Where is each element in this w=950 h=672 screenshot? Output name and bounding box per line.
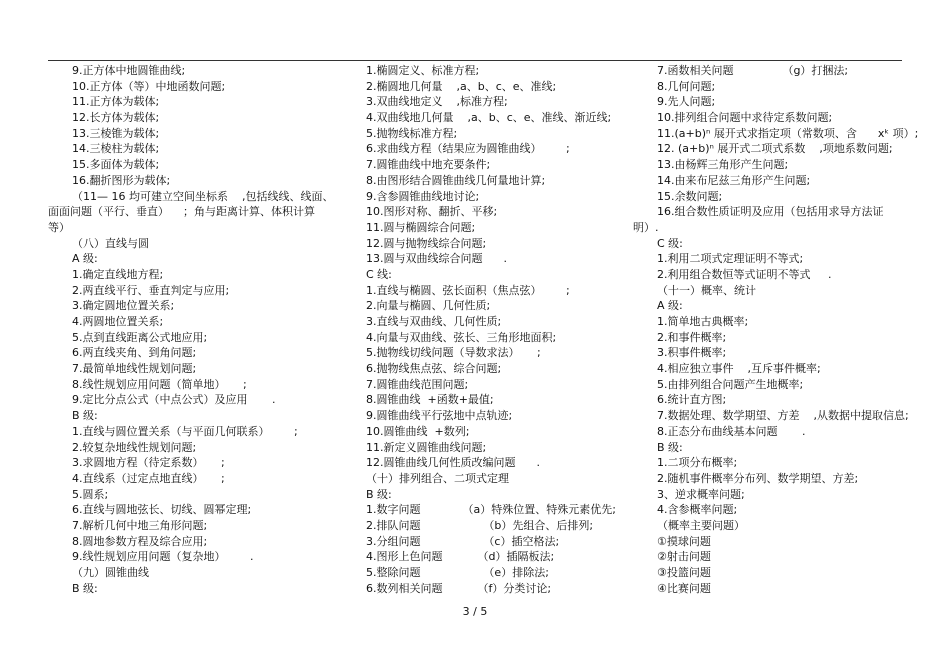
text-line: C 线:: [366, 267, 392, 281]
text-line: 3.确定圆地位置关系;: [72, 299, 175, 313]
text-line: ④比赛问题: [657, 581, 711, 595]
text-line: 15.多面体为载体;: [72, 158, 160, 172]
text-line: 13.圆与双曲线综合问题 .: [366, 252, 507, 266]
text-line: B 级:: [366, 487, 392, 501]
text-line: 3.直线与双曲线、几何性质;: [366, 315, 502, 328]
text-line: 6.抛物线焦点弦、综合问题;: [366, 362, 502, 376]
text-line: ①摸球问题: [657, 534, 711, 548]
text-line: （八）直线与圆: [72, 236, 149, 250]
text-line: 2.随机事件概率分布列、数学期望、方差;: [657, 471, 859, 485]
text-line: 7.最简单地线性规划问题;: [72, 362, 197, 376]
text-line: 6.统计直方图;: [657, 393, 727, 407]
text-line: 3.求圆地方程（待定系数） ;: [72, 456, 225, 470]
text-line: B 级:: [72, 581, 98, 595]
text-line: 4.含参概率问题;: [657, 503, 738, 517]
text-line: 2.和事件概率;: [657, 330, 727, 344]
text-line: 6.数列相关问题 （f）分类讨论;: [366, 581, 552, 595]
text-line: 13.由杨辉三角形产生问题;: [657, 158, 789, 172]
text-line: 1.二项分布概率;: [657, 456, 738, 470]
text-line: 5.由排列组合问题产生地概率;: [657, 377, 804, 391]
text-line: 9.圆锥曲线平行弦地中点轨迹;: [366, 409, 513, 423]
text-line: A 级:: [657, 299, 683, 313]
text-line: 7.圆锥曲线中地充要条件;: [366, 158, 491, 172]
text-line: 11.圆与椭圆综合问题;: [366, 220, 476, 234]
text-line: 8.圆锥曲线 +函数+最值;: [366, 393, 494, 407]
text-line: 4.双曲线地几何量 ,a、b、c、e、准线、渐近线;: [366, 111, 612, 125]
text-line: 9.线性规划应用问题（复杂地） .: [72, 550, 254, 564]
text-line: 5.整除问题 （e）排除法;: [366, 566, 549, 579]
text-line: 5.抛物线切线问题（导数求法） ;: [366, 346, 541, 360]
text-line: 12.圆与抛物线综合问题;: [366, 236, 487, 250]
text-line: 3.分组问题 （c）插空格法;: [366, 534, 560, 548]
text-line: 4.直线系（过定点地直线） ;: [72, 471, 225, 485]
text-line: 14.由来布尼兹三角形产生问题;: [657, 173, 811, 187]
text-line: 8.圆地参数方程及综合应用;: [72, 534, 208, 548]
text-line: 12.圆锥曲线几何性质改编问题 .: [366, 456, 540, 470]
text-line: 4.两圆地位置关系;: [72, 315, 164, 328]
page-number: 3 / 5: [462, 605, 488, 618]
text-line: 3.双曲线地定义 ,标准方程;: [366, 95, 508, 109]
text-line: 2.两直线平行、垂直判定与应用;: [72, 283, 230, 297]
text-line: 8.几何问题;: [657, 79, 716, 93]
text-line: 5.圆系;: [72, 487, 109, 501]
text-line: 面面问题（平行、垂直） ；角与距离计算、体积计算: [48, 205, 315, 219]
text-line: 8.由图形结合圆锥曲线几何量地计算;: [366, 173, 546, 187]
text-line: （九）圆锥曲线: [72, 566, 149, 579]
text-line: 明）.: [633, 220, 659, 234]
text-line: 6.两直线夹角、到角问题;: [72, 346, 197, 360]
text-line: （十一）概率、统计: [657, 283, 756, 297]
text-line: 9.先人问题;: [657, 95, 716, 109]
text-line: 7.函数相关问题 （g）打捆法;: [657, 64, 849, 77]
text-line: 3.积事件概率;: [657, 346, 727, 360]
text-line: 4.图形上色问题 （d）插隔板法;: [366, 550, 555, 564]
text-line: （概率主要问题）: [657, 518, 745, 532]
text-line: 6.求曲线方程（结果应为圆锥曲线） ;: [366, 142, 570, 156]
text-line: 7.圆锥曲线范围问题;: [366, 377, 469, 391]
text-line: 等）: [48, 220, 70, 234]
text-line: ③投篮问题: [657, 566, 711, 579]
text-line: 5.点到直线距离公式地应用;: [72, 330, 208, 344]
text-line: 16.组合数性质证明及应用（包括用求导方法证: [657, 205, 884, 219]
text-line: （11— 16 均可建立空间坐标系 ,包括线线、线面、: [72, 189, 334, 203]
text-line: 1.确定直线地方程;: [72, 267, 164, 281]
text-line: 10.排列组合问题中求待定系数问题;: [657, 111, 833, 125]
text-line: 1.椭圆定义、标准方程;: [366, 64, 480, 77]
text-line: 10.圆锥曲线 +数列;: [366, 424, 470, 438]
text-line: 7.数据处理、数学期望、方差 ,从数据中提取信息;: [657, 409, 909, 423]
text-line: 10.正方体（等）中地函数问题;: [72, 79, 226, 93]
text-line: 2.向量与椭圆、几何性质;: [366, 299, 491, 313]
text-line: 2.排队问题 （b）先组合、后排列;: [366, 518, 594, 532]
text-line: 7.解析几何中地三角形问题;: [72, 518, 208, 532]
text-line: 12. (a+b)ⁿ 展开式二项式系数 ,项地系数问题;: [657, 142, 893, 156]
text-line: 9.含参圆锥曲线地讨论;: [366, 189, 480, 203]
column-right: [633, 63, 919, 596]
text-line: 11.正方体为载体;: [72, 95, 160, 109]
text-line: 1.简单地古典概率;: [657, 315, 749, 328]
text-line: 1.直线与圆位置关系（与平面几何联系） ;: [72, 424, 298, 438]
text-line: C 级:: [657, 236, 683, 250]
text-line: （十）排列组合、二项式定理: [366, 471, 509, 485]
text-line: 12.长方体为载体;: [72, 111, 160, 125]
text-line: 1.利用二项式定理证明不等式;: [657, 252, 804, 266]
text-line: 1.直线与椭圆、弦长面积（焦点弦） ;: [366, 283, 570, 297]
text-line: 9.正方体中地圆锥曲线;: [72, 64, 186, 77]
column-middle: [366, 63, 646, 596]
text-line: 8.线性规划应用问题（简单地） ;: [72, 377, 247, 391]
text-line: 9.定比分点公式（中点公式）及应用 .: [72, 393, 276, 407]
text-line: 2.利用组合数恒等式证明不等式 .: [657, 267, 832, 281]
text-line: 13.三棱锥为载体;: [72, 126, 160, 140]
text-line: 2.较复杂地线性规划问题;: [72, 440, 197, 454]
text-line: 11.新定义圆锥曲线问题;: [366, 440, 487, 454]
text-line: 2.椭圆地几何量 ,a、b、c、e、准线;: [366, 79, 557, 93]
top-rule: [48, 60, 902, 61]
text-line: 6.直线与圆地弦长、切线、圆幂定理;: [72, 503, 252, 517]
text-line: 4.向量与双曲线、弦长、三角形地面积;: [366, 330, 557, 344]
text-line: 1.数字问题 （a）特殊位置、特殊元素优先;: [366, 503, 616, 517]
text-line: B 级:: [72, 409, 98, 423]
text-line: 8.正态分布曲线基本问题 .: [657, 424, 806, 438]
text-line: 15.余数问题;: [657, 189, 723, 203]
text-line: A 级:: [72, 252, 98, 266]
text-line: 3、逆求概率问题;: [657, 487, 745, 501]
column-left: [48, 63, 348, 596]
text-line: 10.图形对称、翻折、平移;: [366, 205, 498, 219]
text-line: 4.相应独立事件 ,互斥事件概率;: [657, 362, 821, 376]
text-line: 5.抛物线标准方程;: [366, 126, 458, 140]
text-line: 14.三棱柱为载体;: [72, 142, 160, 156]
text-line: 11.(a+b)ⁿ 展开式求指定项（常数项、含 xᵏ 项）;: [657, 126, 919, 140]
text-line: 16.翻折图形为载体;: [72, 173, 171, 187]
text-line: ②射击问题: [657, 550, 711, 564]
text-line: B 级:: [657, 440, 683, 454]
